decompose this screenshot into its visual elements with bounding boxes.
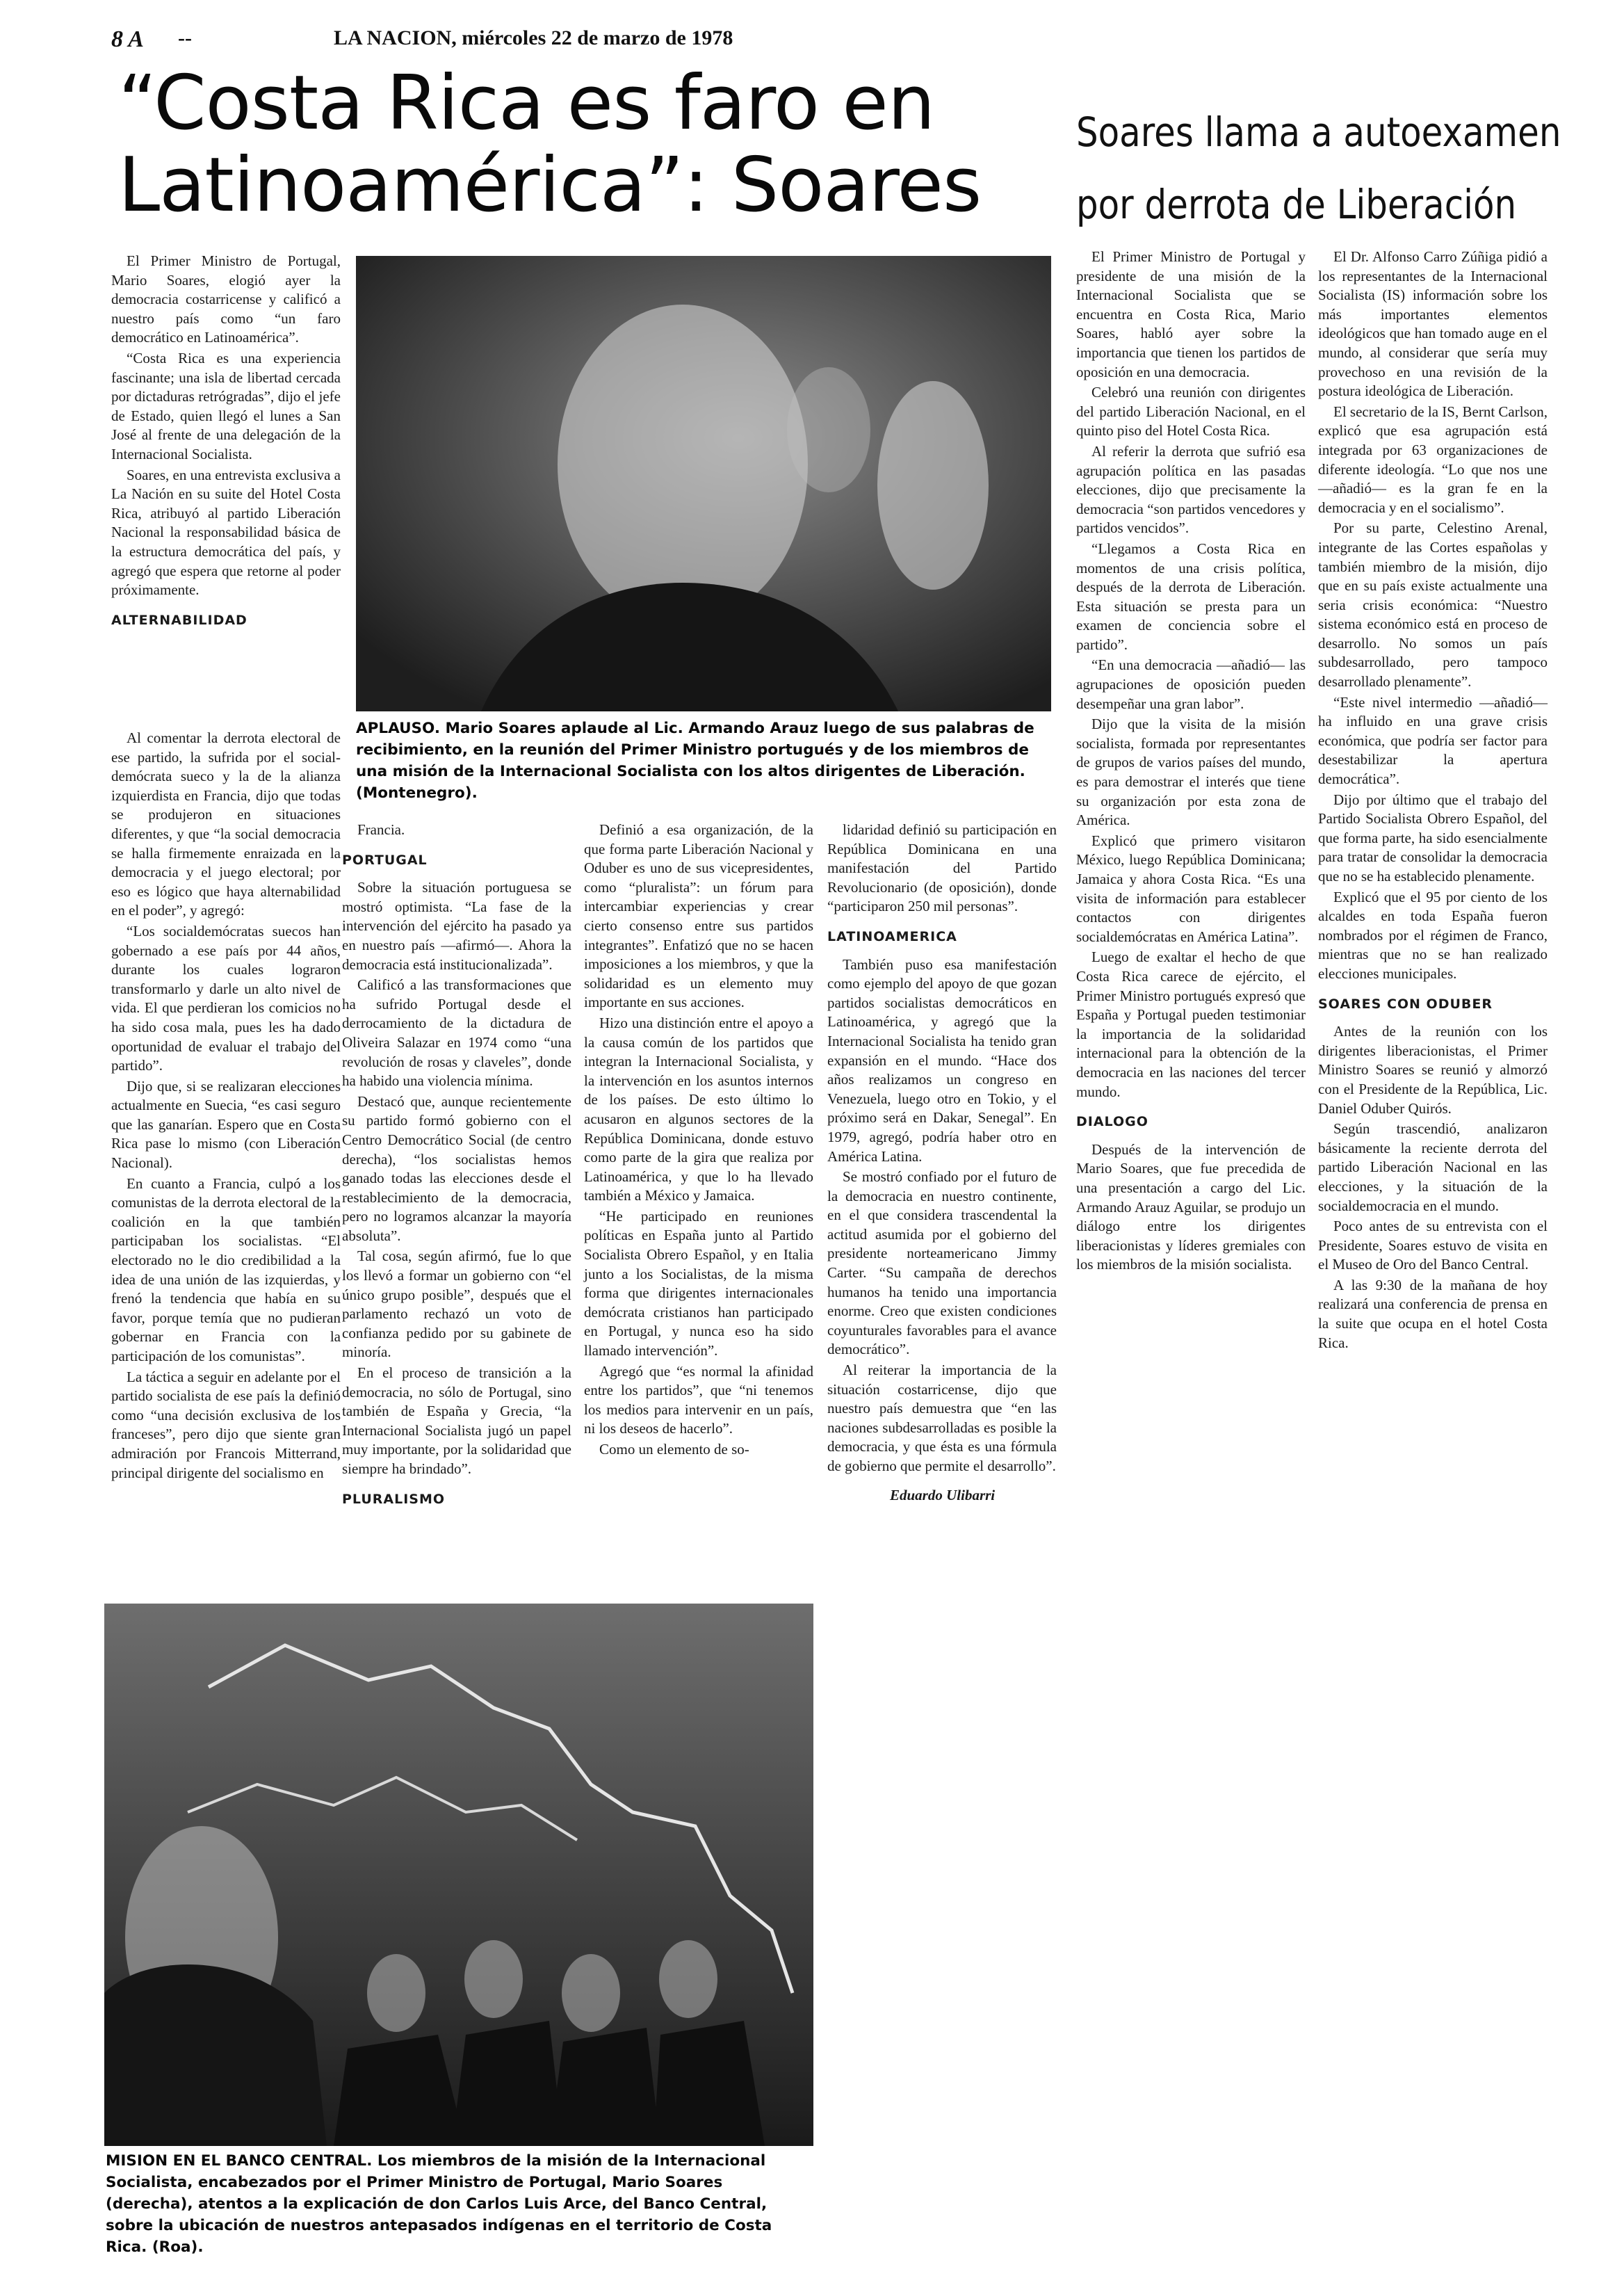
paragraph: Al referir la derrota que sufrió esa agrupación política en las pasadas elecciones, dijo que precisamente la democracia “son partidos vencedores y partidos vencidos”. [1076,442,1306,537]
paragraph: Celebró una reunión con dirigentes del partido Liberación Nacional, en el quinto piso del Hotel Costa Rica. [1076,384,1306,439]
column-3 [584,821,813,1461]
subhead-pluralismo: PLURALISMO [342,1491,446,1507]
paragraph: “Este nivel intermedio —añadió— ha influido en una grave crisis económica, que podría ser factor para desestabilizar la apertura democrática”. [1318,693,1548,788]
paragraph: Explicó que primero visitaron México, luego República Dominicana; Jamaica y ahora Costa Rica. “Es una visita de información para establecer contactos con dirigentes socialdemócratas en América Latina”. [1076,832,1306,945]
subhead-soares-con-oduber: SOARES CON ODUBER [1318,996,1493,1012]
paragraph: La táctica a seguir en adelante por el partido socialista de ese país la definió como “una decisión exclusiva de los franceses”, pero dijo que siente gran admiración por Francois Mitterrand, principal dirigente del socialismo en [111,1368,341,1481]
paragraph: Calificó a las transformaciones que ha sufrido Portugal desde el derrocamiento de la dictadura de Oliveira Salazar en 1974 como “una revolución de rosas y claveles”, donde ha habido una violencia mínima. [342,976,571,1090]
paragraph: Al reiterar la importancia de la situación costarricense, dijo que nuestro país demuestra que “en las naciones subdesarrolladas es posible la democracia, y que ésta es una fórmula de gobierno que permite el desarrollo”. [827,1362,1057,1474]
masthead: LA NACION, miércoles 22 de marzo de 1978 [334,26,733,49]
paragraph: “En una democracia —añadió— las agrupaciones de oposición pueden desempeñar una gran labor”. [1076,656,1306,712]
paragraph: Dijo que, si se realizaran elecciones actualmente en Suecia, “es casi seguro que las ganarían. Espero que en Costa Rica pase lo mismo (con Liberación Nacional). [111,1077,341,1172]
photo-banco-central [104,1604,813,2146]
caption-text: Los miembros de la misión de la Internacional Socialista, encabezados por el Primer Ministro de Portugal, Mario Soares (derecha), atentos a la explicación de don Carlos Luis Arce, del Banco Central, sobre la ubicación de nuestros antepasados indígenas en el territorio de Costa Rica. (Roa). [106,2152,772,2256]
subhead-dialogo: DIALOGO [1076,1114,1148,1130]
side-headline [1076,96,1561,241]
side-column-b [1318,248,1548,1354]
paragraph: Hizo una distinción entre el apoyo a la causa común de los partidos que integran la Internacional Socialista, y la intervención en los asuntos internos de los países. De esto último lo acusaron en algunos sectores de la República Dominicana, donde estuvo como parte de la gira que realiza por Latinoamérica, y que lo ha llevado también a México y Jamaica. [584,1014,813,1204]
byline: Eduardo Ulibarri [890,1486,996,1503]
paragraph: Dijo por último que el trabajo del Partido Socialista Obrero Español, del que forma parte, ha sido esencialmente para tratar de consolidar la democracia que no se ha establecido plenamente. [1318,791,1548,885]
caption-lead: MISION EN EL BANCO CENTRAL. [106,2152,373,2170]
paragraph: El secretario de la IS, Bernt Carlson, explicó que esa agrupación está integrada por 63 organizaciones de diferente ideología. “Lo que nos une —añadió— es la gran fe en la democracia y en el socialismo”. [1318,403,1548,516]
paragraph: Dijo que la visita de la misión socialista, formada por representantes de grupos de varios países del mundo, es para demostrar el interés que tiene su organización por esta zona de América. [1076,716,1306,829]
paragraph: “Costa Rica es una experiencia fascinante; una isla de libertad cercada por dictaduras retrógradas”, dijo el jefe de Estado, quien llegó el lunes a San José al frente de una delegación de la Internacional Socialista. [111,349,341,462]
photo-banco-central-image [104,1604,813,2146]
column-1 [111,729,341,1484]
subhead-portugal: PORTUGAL [342,852,428,868]
caption-text: Mario Soares aplaude al Lic. Armando Arauz luego de sus palabras de recibimiento, en la reunión del Primer Ministro portugués y de los miembros de una misión de la Internacional Socialista con los altos dirigentes de Liberación. (Montenegro). [356,720,1034,802]
paragraph: Poco antes de su entrevista con el Presidente, Soares estuvo de visita en el Museo de Oro del Banco Central. [1318,1218,1548,1273]
photo-aplauso [356,256,1051,711]
paragraph: El Primer Ministro de Portugal, Mario Soares, elogió ayer la democracia costarricense y calificó a nuestro país como “un faro democrático en Latinoamérica”. [111,252,341,346]
paragraph: Por su parte, Celestino Arenal, integrante de las Cortes españolas y también miembro de la misión, dijo que en su país existe actualmente una seria crisis económica: “Nuestro sistema económico está en proceso de desarrollo. No somos un país subdesarrollado, pero tampoco desarrollado plenamente”. [1318,519,1548,691]
paragraph: Explicó que el 95 por ciento de los alcaldes en toda España fueron nombrados por el régimen de Franco, mientras que no se han realizado elecciones municipales. [1318,888,1548,982]
subhead-alternabilidad: ALTERNABILIDAD [111,612,247,628]
subhead-latinoamerica: LATINOAMERICA [827,928,957,944]
paragraph: Según trascendió, analizaron básicamente la reciente derrota del partido Liberación Nacional en las elecciones, y la situación de la socialdemocracia en el mundo. [1318,1120,1548,1214]
caption-aplauso [356,718,1051,804]
side-headline-line2: por derrota de Liberación [1076,181,1517,228]
paragraph: También puso esa manifestación como ejemplo del apoyo de que gozan partidos socialistas democráticos en Latinoamérica, y agregó que la Internacional Socialista ha tenido gran expansión en el mundo. “Hace dos años realizamos un congreso en Venezuela, luego otro en Tokio, y el próximo será en Dakar, Senegal”. En 1979, agregó, podría haber otro en América Latina. [827,955,1057,1165]
caption-banco-central [106,2150,815,2258]
paragraph: lidaridad definió su participación en República Dominicana en una manifestación del Partido Revolucionario (de oposición), donde “participaron 250 mil personas”. [827,821,1057,915]
paragraph: Soares, en una entrevista exclusiva a La Nación en su suite del Hotel Costa Rica, atribuyó al partido Liberación Nacional la responsabilidad básica de la estructura democrática del país, y agregó que espera que retorne al poder próximamente. [111,466,341,599]
page-number: 8 A [111,26,144,52]
paragraph: Agregó que “es normal la afinidad entre los partidos”, que “ni tenemos los medios para intervenir en un país, ni los deseos de hacerlo”. [584,1362,813,1437]
main-headline-line2: Latinoamérica”: Soares [118,142,982,229]
paragraph: “Llegamos a Costa Rica en momentos de una crisis política, después de la derrota de Liberación. Esta situación se presta para un examen de conciencia sobre el partido”. [1076,540,1306,653]
paragraph: En el proceso de transición a la democracia, no sólo de Portugal, sino también de España y Grecia, “la Internacional Socialista jugó un papel muy importante, por la solidaridad que siempre ha brindado”. [342,1364,571,1477]
paragraph: En cuanto a Francia, culpó a los comunistas de la derrota electoral de la coalición en la que también participaban los socialistas. “El electorado no le dio credibilidad a la idea de una unión de las izquierdas, y frenó la tendencia que había en su favor, porque temía que no pudieran gobernar en Francia con la participación de los comunistas”. [111,1175,341,1364]
paragraph: Tal cosa, según afirmó, fue lo que los llevó a formar un gobierno con “el único grupo posible”, después que el parlamento rechazó un voto de confianza pedido por su gabinete de minoría. [342,1248,571,1361]
paragraph: “He participado en reuniones políticas en España junto al Partido Socialista Obrero Español, y en Italia junto a los Socialistas, de la misma forma que dirigentes internacionales demócrata cristianos han participado en Portugal, y nunca eso ha sido llamado intervención”. [584,1207,813,1359]
paragraph: Destacó que, aunque recientemente su partido formó gobierno con el Centro Democrático Social (de centro derecha), “los socialistas hemos ganado todas las elecciones desde el restablecimiento de la democracia, pero no logramos alcanzar la mayoría absoluta”. [342,1092,571,1244]
paragraph: Definió a esa organización, de la que forma parte Liberación Nacional y Oduber es uno de sus vicepresidentes, como “pluralista”: un fórum para intercambiar experiencias y crear cierto consenso entre sus partidos integrantes”. Enfatizó que no se hacen imposiciones a los miembros, y que la solidaridad es un elemento muy importante en sus acciones. [584,821,813,1011]
paragraph: Después de la intervención de Mario Soares, que fue precedida de una presentación a cargo del Lic. Armando Arauz Aguilar, se produjo un diálogo entre los dirigentes liberacionistas y líderes gremiales con los miembros de la misión socialista. [1076,1140,1306,1273]
paragraph: Sobre la situación portuguesa se mostró optimista. “La fase de la intervención del ejército ha pasado ya en nuestro país —afirmó—. Ahora la democracia está institucionalizada”. [342,879,571,973]
paragraph: Antes de la reunión con los dirigentes liberacionistas, el Primer Ministro Soares se reunió y almorzó con el Presidente de la República, Lic. Daniel Oduber Quirós. [1318,1023,1548,1117]
paragraph: Se mostró confiado por el futuro de la democracia en nuestro continente, en el que considera trascendental la actitud asumida por el gobierno del presidente norteamericano Jimmy Carter. “Su campaña de derechos humanos ha tenido una importancia enorme. Creo que existen condiciones coyunturales favorables para el avance democrático”. [827,1168,1057,1358]
paragraph: Como un elemento de so- [599,1441,749,1458]
side-column-a [1076,248,1306,1276]
paragraph: “Los socialdemócratas suecos han gobernado a ese país por 44 años, durante los cuales lograron transformarlo y darle un alto nivel de vida. El que perdieran los comicios no ha sido cosa mala, pues les ha dado oportunidad de evaluar el trabajo del partido”. [111,922,341,1074]
header-dash: -- [178,26,192,49]
main-headline [118,60,1043,229]
intro-column [111,252,341,638]
paragraph: El Primer Ministro de Portugal y presidente de una misión de la Internacional Socialista que se encuentra en Costa Rica, Mario Soares, habló ayer sobre la importancia que tienen los partidos de oposición en una democracia. [1076,248,1306,380]
main-headline-line1: “Costa Rica es faro en [118,60,935,147]
paragraph: Luego de exaltar el hecho de que Costa Rica carece de ejército, el Primer Ministro portugués expresó que España y Portugal pueden testimoniar la importancia de la solidaridad internacional para la obtención de la democracia en las naciones del tercer mundo. [1076,949,1306,1100]
photo-aplauso-image [356,256,1051,711]
column-2 [342,821,571,1517]
paragraph: Francia. [357,821,405,838]
column-4 [827,821,1057,1505]
side-headline-line1: Soares llama a autoexamen [1076,108,1561,156]
caption-lead: APLAUSO. [356,720,440,737]
paragraph: Al comentar la derrota electoral de ese partido, la sufrida por el social-demócrata sueco y la de la alianza izquierdista en Francia, dijo que todas se produjeron en situaciones diferentes, y que “la social democracia se halla firmemente enraizada en la democracia y el juego electoral; por eso es lógico que haya alternabilidad en el poder”, y agregó: [111,729,341,919]
paragraph: El Dr. Alfonso Carro Zúñiga pidió a los representantes de la Internacional Socialista (IS) información sobre los más importantes elementos ideológicos que han tomado auge en el mundo, al considerar que sería muy provechoso en una revisión de la postura ideológica de Liberación. [1318,248,1548,400]
paragraph: A las 9:30 de la mañana de hoy realizará una conferencia de prensa en la suite que ocupa en el hotel Costa Rica. [1318,1276,1548,1351]
